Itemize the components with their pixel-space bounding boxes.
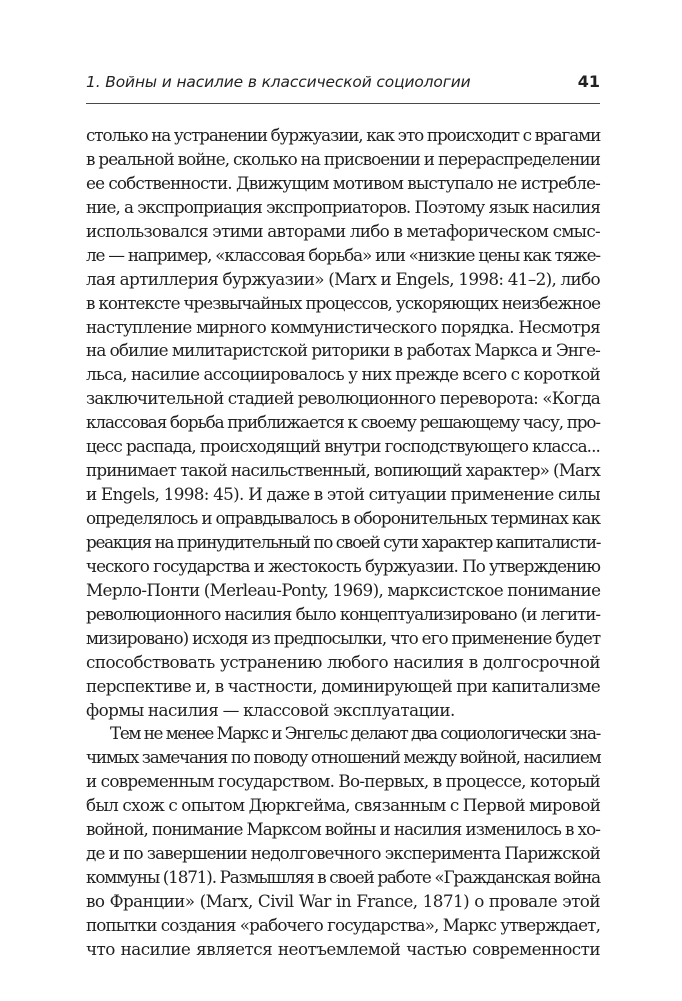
header-rule [86, 103, 600, 104]
body-text [86, 124, 600, 962]
text-line: ле — например, «классовая борьба» или «низкие цены как тяже- [86, 244, 600, 265]
text-line: попытки создания «рабочего государства», Маркс утверждает, [86, 914, 600, 935]
text-line: во Франции» (Marx, Civil War in France, 1871) о провале этой [86, 891, 600, 911]
text-line: использовался этими авторами либо в метафорическом смыс- [86, 220, 600, 241]
text-line: лая артиллерия буржуазии» (Marx и Engels, 1998: 41–2), либо [86, 268, 600, 289]
text-line: в реальной войне, сколько на присвоении и перераспределении [86, 148, 600, 169]
running-title: 1. Войны и насилие в классической социологии [86, 73, 471, 91]
text-line: столько на устранении буржуазии, как это происходит с врагами [86, 125, 601, 145]
text-line: Мерло-Понти (Merleau-Ponty, 1969), марксистское понимание [86, 579, 601, 600]
text-line: перспективе и, в частности, доминирующей при капитализме [86, 675, 600, 696]
text-line: революционного насилия было концептуализировано (и легити- [86, 603, 600, 624]
text-line: определялось и оправдывалось в оборонительных терминах как [86, 508, 600, 528]
text-line: чимых замечания по поводу отношений между войной, насилием [86, 747, 601, 768]
text-line: и современным государством. Во-первых, в процессе, который [86, 771, 600, 792]
text-line: Тем не менее Маркс и Энгельс делают два социологически зна- [110, 723, 600, 744]
text-line: формы насилия — классовой эксплуатации. [86, 699, 455, 720]
text-line: наступление мирного коммунистического порядка. Несмотря [86, 316, 600, 337]
text-line: и Engels, 1998: 45). И даже в этой ситуации применение силы [86, 484, 600, 505]
text-line: что насилие является неотъемлемой частью современности [86, 938, 600, 959]
text-line: ее собственности. Движущим мотивом выступало не истребле- [86, 172, 600, 193]
paragraph [86, 722, 600, 961]
text-line: мизировано) исходя из предпосылки, что его применение будет [86, 627, 601, 648]
text-line: способствовать устранению любого насилия в долгосрочной [86, 651, 600, 672]
text-line: в контексте чрезвычайных процессов, ускоряющих неизбежное [86, 292, 600, 313]
text-line: заключительной стадией революционного переворота: «Когда [86, 388, 600, 409]
text-line: де и по завершении недолговечного эксперимента Парижской [86, 843, 600, 864]
text-line: льса, насилие ассоциировалось у них прежде всего с короткой [86, 364, 600, 385]
text-line: цесс распада, происходящий внутри господствующего класса... [86, 436, 600, 457]
page-number: 41 [577, 72, 600, 91]
text-line: войной, понимание Марксом войны и насилия изменилось в хо- [86, 819, 600, 840]
text-line: реакция на принудительный по своей сути характер капиталисти- [86, 531, 601, 552]
text-line: коммуны (1871). Размышляя в своей работе «Гражданская война [86, 867, 600, 888]
text-line: принимает такой насильственный, вопиющий характер» (Marx [86, 460, 600, 481]
text-line: на обилие милитаристской риторики в работах Маркса и Энге- [86, 340, 600, 361]
paragraph [86, 124, 600, 722]
text-line: был схож с опытом Дюркгейма, связанным с Первой мировой [86, 795, 601, 816]
text-line: классовая борьба приближается к своему решающему часу, про- [86, 412, 600, 433]
text-line: ние, а экспроприация экспроприаторов. Поэтому язык насилия [86, 196, 600, 217]
text-line: ческого государства и жестокость буржуазии. По утверждению [86, 555, 600, 576]
running-head [86, 71, 600, 97]
